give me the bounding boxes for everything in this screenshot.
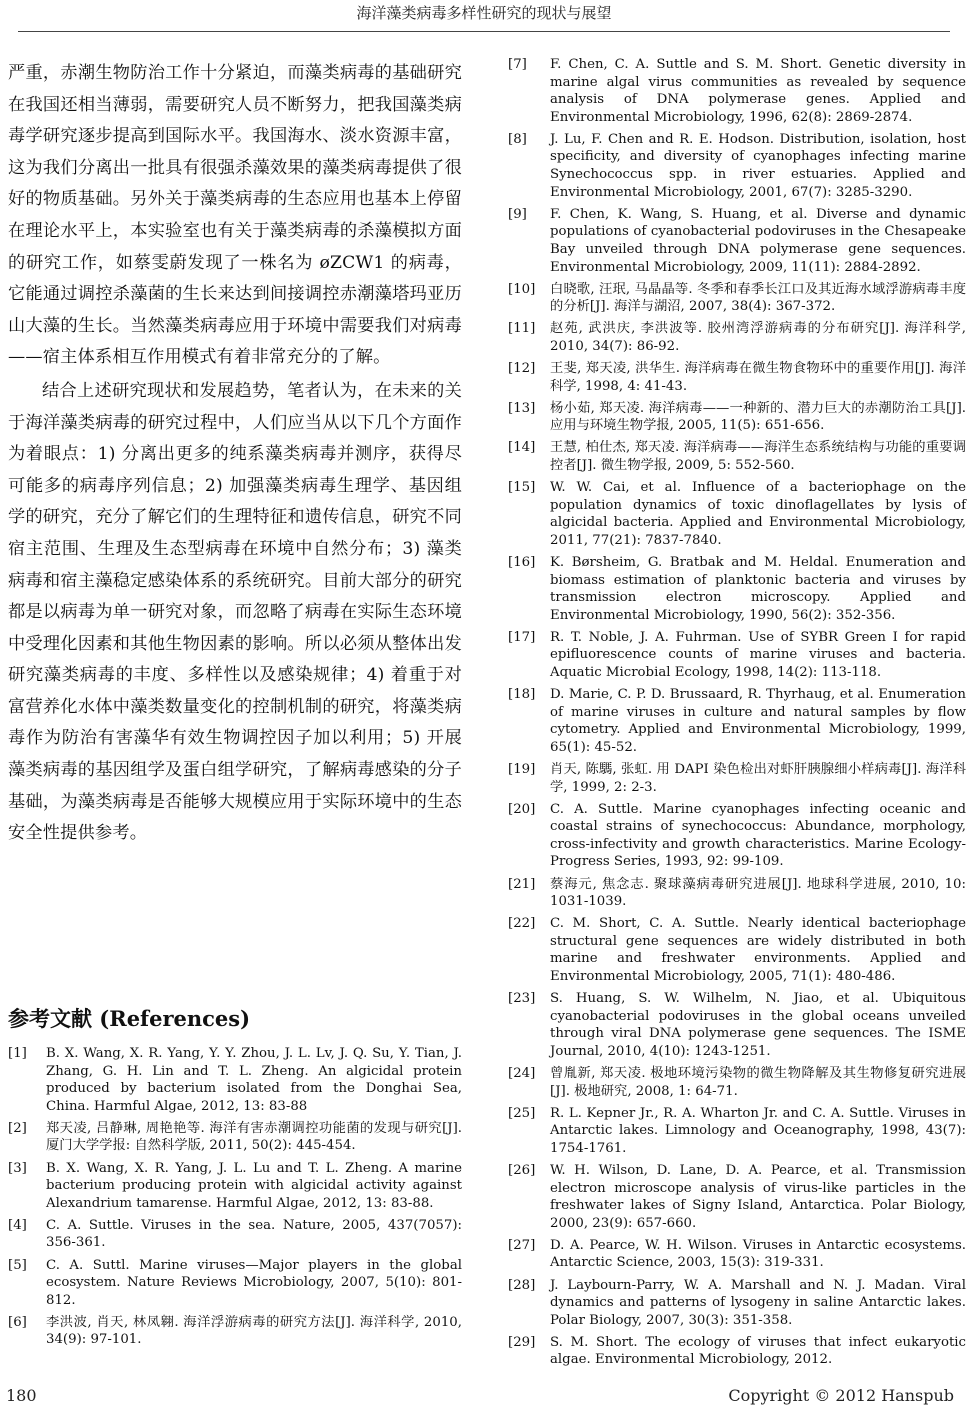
reference-item [508, 876, 966, 911]
body-paragraph: 严重，赤潮生物防治工作十分紧迫，而藻类病毒的基础研究在我国还相当薄弱，需要研究人员不断努力，把我国藻类病毒学研究逐步提高到国际水平。我国海水、淡水资源丰富，这为我们分离出一批具有很强杀藻效果的藻类病毒提供了很好的物质基础。另外关于藻类病毒的生态应用也基本上停留在理论水平上，本实验室也有关于藻类病毒的杀藻模拟方面的研究工作，如蔡雯蔚发现了一株名为 øZCW1 的病毒，它能通过调控杀藻菌的生长来达到间接调控赤潮藻塔玛亚历山大藻的生长。当然藻类病毒应用于环境中需要我们对病毒——宿主体系相互作用模式有着非常充分的了解。 [8, 63, 462, 368]
reference-item [508, 1334, 966, 1369]
reference-number: [19] [508, 761, 536, 777]
reference-item [508, 131, 966, 201]
reference-item [8, 1217, 462, 1252]
reference-item [508, 686, 966, 756]
reference-item [508, 1105, 966, 1158]
reference-text: F. Chen, K. Wang, S. Huang, et al. Diverse and dynamic populations of cyanobacterial podoviruses in the Chesapeake Bay unveiled through DNA polymerase gene sequences. Environmental Microbiology, 2009, 11(11): 2884-2892. [550, 206, 966, 275]
reference-item [508, 554, 966, 624]
reference-number: [21] [508, 876, 536, 892]
running-header-title: 海洋藻类病毒多样性研究的现状与展望 [356, 4, 612, 22]
reference-number: [4] [8, 1217, 27, 1233]
reference-number: [9] [508, 206, 527, 222]
reference-text: 蔡海元, 焦念志. 聚球藻病毒研究进展[J]. 地球科学进展, 2010, 10: 1031-1039. [550, 876, 966, 910]
reference-text: J. Lu, F. Chen and R. E. Hodson. Distribution, isolation, host specificity, and diversity of cyanophages infecting marine Synechococcus spp. in river estuaries. Applied and Environmental Microbiology, 2001, 67(7): 3285-3290. [550, 131, 966, 200]
reference-item [508, 479, 966, 549]
reference-item [508, 1162, 966, 1232]
reference-text: C. M. Short, C. A. Suttle. Nearly identical bacteriophage structural gene sequences are widely distributed in both marine and freshwater environments. Applied and Environmental Microbiology, 2005, 71(1): 480-486. [550, 916, 966, 984]
reference-text: D. A. Pearce, W. H. Wilson. Viruses in Antarctic ecosystems. Antarctic Science, 2003, 15(3): 319-331. [550, 1237, 966, 1271]
reference-item [8, 1160, 462, 1213]
reference-text: 李洪波, 肖天, 林凤翱. 海洋浮游病毒的研究方法[J]. 海洋科学, 2010, 34(9): 97-101. [46, 1314, 462, 1348]
reference-item [508, 56, 966, 126]
reference-item [508, 1065, 966, 1100]
reference-number: [6] [8, 1314, 27, 1330]
reference-number: [15] [508, 480, 536, 496]
reference-text: C. A. Suttl. Marine viruses—Major players in the global ecosystem. Nature Reviews Microbiology, 2007, 5(10): 801-812. [46, 1257, 462, 1308]
reference-number: [22] [508, 916, 536, 932]
reference-text: 曾胤新, 郑天凌. 极地环境污染物的微生物降解及其生物修复研究进展[J]. 极地研究, 2008, 1: 64-71. [550, 1065, 966, 1099]
reference-text: 白晓歌, 汪珉, 马晶晶等. 冬季和春季长江口及其近海水域浮游病毒丰度的分析[J]. 海洋与湖沼, 2007, 38(4): 367-372. [550, 281, 966, 315]
reference-item [508, 801, 966, 871]
reference-item [8, 1314, 462, 1349]
reference-item [508, 400, 966, 435]
reference-number: [16] [508, 554, 536, 570]
reference-text: W. W. Cai, et al. Influence of a bacteriophage on the population dynamics of toxic dinoflagellates by lysis of algicidal bacteria. Applied and Environmental Microbiology, 2011, 77(21): 7837-7840. [550, 480, 966, 548]
reference-number: [24] [508, 1065, 536, 1081]
reference-text: R. T. Noble, J. A. Fuhrman. Use of SYBR Green I for rapid epifluorescence counts of marine viruses and bacteria. Aquatic Microbial Ecology, 1998, 14(2): 113-118. [550, 629, 966, 680]
reference-number: [13] [508, 400, 536, 416]
reference-item [508, 206, 966, 276]
reference-item [8, 1257, 462, 1310]
reference-number: [10] [508, 281, 536, 297]
reference-list-right [508, 56, 966, 1373]
reference-text: F. Chen, C. A. Suttle and S. M. Short. Genetic diversity in marine algal virus communities as revealed by sequence analysis of DNA polymerase genes. Applied and Environmental Microbiology, 1996, 62(8): 2869-2874. [550, 57, 966, 125]
reference-item [508, 1277, 966, 1330]
reference-number: [26] [508, 1162, 536, 1178]
reference-text: B. X. Wang, X. R. Yang, J. L. Lu and T. L. Zheng. A marine bacterium producing protein with algicidal activity against Alexandrium tamarense. Harmful Algae, 2012, 13: 83-88. [46, 1160, 462, 1211]
reference-text: 杨小茹, 郑天凌. 海洋病毒——一种新的、潜力巨大的赤潮防治工具[J]. 应用与环境生物学报, 2005, 11(5): 651-656. [550, 400, 966, 434]
reference-text: D. Marie, C. P. D. Brussaard, R. Thyrhaug, et al. Enumeration of marine viruses in culture and natural samples by flow cytometry. Applied and Environmental Microbiology, 1999, 65(1): 45-52. [550, 687, 966, 755]
reference-item [8, 1120, 462, 1155]
body-paragraph: 结合上述研究现状和发展趋势，笔者认为，在未来的关于海洋藻类病毒的研究过程中，人们应当从以下几个方面作为着眼点：1) 分离出更多的纯系藻类病毒并测序，获得尽可能多的病毒序列信息；2) 加强藻类病毒生理学、基因组学的研究，充分了解它们的生理特征和遗传信息，研究不同宿主范围、生理及生态型病毒在环境中自然分布；3) 藻类病毒和宿主藻稳定感染体系的系统研究。目前大部分的研究都是以病毒为单一研究对象，而忽略了病毒在实际生态环境中受理化因素和其他生物因素的影响。所以必须从整体出发研究藻类病毒的丰度、多样性以及感染规律；4) 着重于对富营养化水体中藻类数量变化的控制机制的研究，将藻类病毒作为防治有害藻华有效生物调控因子加以利用；5) 开展藻类病毒的基因组学及蛋白组学研究，了解病毒感染的分子基础，为藻类病毒是否能够大规模应用于实际环境中的生态安全性提供参考。 [8, 380, 462, 844]
reference-text: K. Børsheim, G. Bratbak and M. Heldal. Enumeration and biomass estimation of planktonic bacteria and viruses by transmission electron microscopy. Applied and Environmental Microbiology, 1990, 56(2): 352-356. [550, 554, 966, 623]
references-heading: 参考文献 (References) [8, 1006, 251, 1031]
reference-number: [17] [508, 629, 536, 645]
reference-item [508, 360, 966, 395]
copyright-notice: Copyright © 2012 Hanspub [728, 1386, 954, 1405]
reference-item [508, 629, 966, 682]
reference-number: [14] [508, 440, 536, 456]
reference-text: 王斐, 郑天凌, 洪华生. 海洋病毒在微生物食物环中的重要作用[J]. 海洋科学, 1998, 4: 41-43. [550, 361, 966, 394]
reference-item [508, 761, 966, 796]
reference-number: [1] [8, 1046, 27, 1061]
reference-number: [8] [508, 131, 527, 147]
reference-number: [28] [508, 1277, 536, 1293]
reference-text: 肖天, 陈騳, 张虹. 用 DAPI 染色检出对虾肝胰腺细小样病毒[J]. 海洋科学, 1999, 2: 2-3. [550, 761, 966, 795]
reference-text: C. A. Suttle. Viruses in the sea. Nature, 2005, 437(7057): 356-361. [46, 1217, 462, 1251]
reference-item [508, 990, 966, 1060]
reference-number: [7] [508, 57, 527, 72]
reference-text: S. Huang, S. W. Wilhelm, N. Jiao, et al. Ubiquitous cyanobacterial podoviruses in the global oceans unveiled through viral DNA polymerase gene sequences. The ISME Journal, 2010, 4(10): 1243-1251. [550, 991, 966, 1059]
reference-text: W. H. Wilson, D. Lane, D. A. Pearce, et al. Transmission electron microscope analysis of virus-like particles in the freshwater lakes of Signy Island, Antarctica. Polar Biology, 2000, 23(9): 657-660. [550, 1162, 966, 1231]
reference-number: [11] [508, 321, 536, 337]
reference-text: 赵苑, 武洪庆, 李洪波等. 胶州湾浮游病毒的分布研究[J]. 海洋科学, 2010, 34(7): 86-92. [550, 321, 966, 354]
reference-number: [18] [508, 687, 536, 703]
reference-number: [3] [8, 1160, 27, 1176]
reference-text: C. A. Suttle. Marine cyanophages infecting oceanic and coastal strains of synechococcus: Abundance, morphology, cross-infectivity and growth characteristics. Marine Ecology-Progress Series, 1993, 92: 99-109. [550, 801, 966, 870]
reference-text: S. M. Short. The ecology of viruses that infect eukaryotic algae. Environmental Microbiology, 2012. [550, 1334, 966, 1368]
reference-number: [20] [508, 801, 536, 817]
reference-item [508, 281, 966, 316]
reference-number: [5] [8, 1257, 27, 1273]
reference-text: R. L. Kepner Jr., R. A. Wharton Jr. and C. A. Suttle. Viruses in Antarctic lakes. Limnology and Oceanography, 1998, 43(7): 1754-1761. [550, 1105, 966, 1156]
reference-number: [2] [8, 1120, 27, 1136]
reference-item [8, 1045, 462, 1115]
reference-list-left [8, 1045, 462, 1354]
body-text [8, 58, 462, 850]
reference-item [508, 1237, 966, 1272]
reference-item [508, 915, 966, 985]
reference-number: [23] [508, 991, 536, 1007]
reference-number: [29] [508, 1334, 536, 1350]
reference-text: 郑天凌, 吕静琳, 周艳艳等. 海洋有害赤潮调控功能菌的发现与研究[J]. 厦门大学学报: 自然科学版, 2011, 50(2): 445-454. [46, 1120, 462, 1154]
reference-item [508, 320, 966, 355]
reference-text: B. X. Wang, X. R. Yang, Y. Y. Zhou, J. L. Lv, J. Q. Su, Y. Tian, J. Zhang, G. H. Lin and T. L. Zheng. An algicidal protein produced by bacterium isolated from the Donghai Sea, China. Harmful Algae, 2012, 13: 83-88 [46, 1046, 462, 1114]
reference-number: [27] [508, 1237, 536, 1253]
reference-text: J. Laybourn-Parry, W. A. Marshall and N. J. Madan. Viral dynamics and patterns of lysogeny in saline Antarctic lakes. Polar Biology, 2007, 30(3): 351-358. [550, 1277, 966, 1328]
reference-item [508, 439, 966, 474]
header-rule [18, 31, 950, 32]
page-number: 180 [6, 1386, 37, 1405]
reference-number: [25] [508, 1105, 536, 1121]
reference-text: 王慧, 柏仕杰, 郑天凌. 海洋病毒——海洋生态系统结构与功能的重要调控者[J]. 微生物学报, 2009, 5: 552-560. [550, 440, 966, 473]
reference-number: [12] [508, 361, 536, 376]
